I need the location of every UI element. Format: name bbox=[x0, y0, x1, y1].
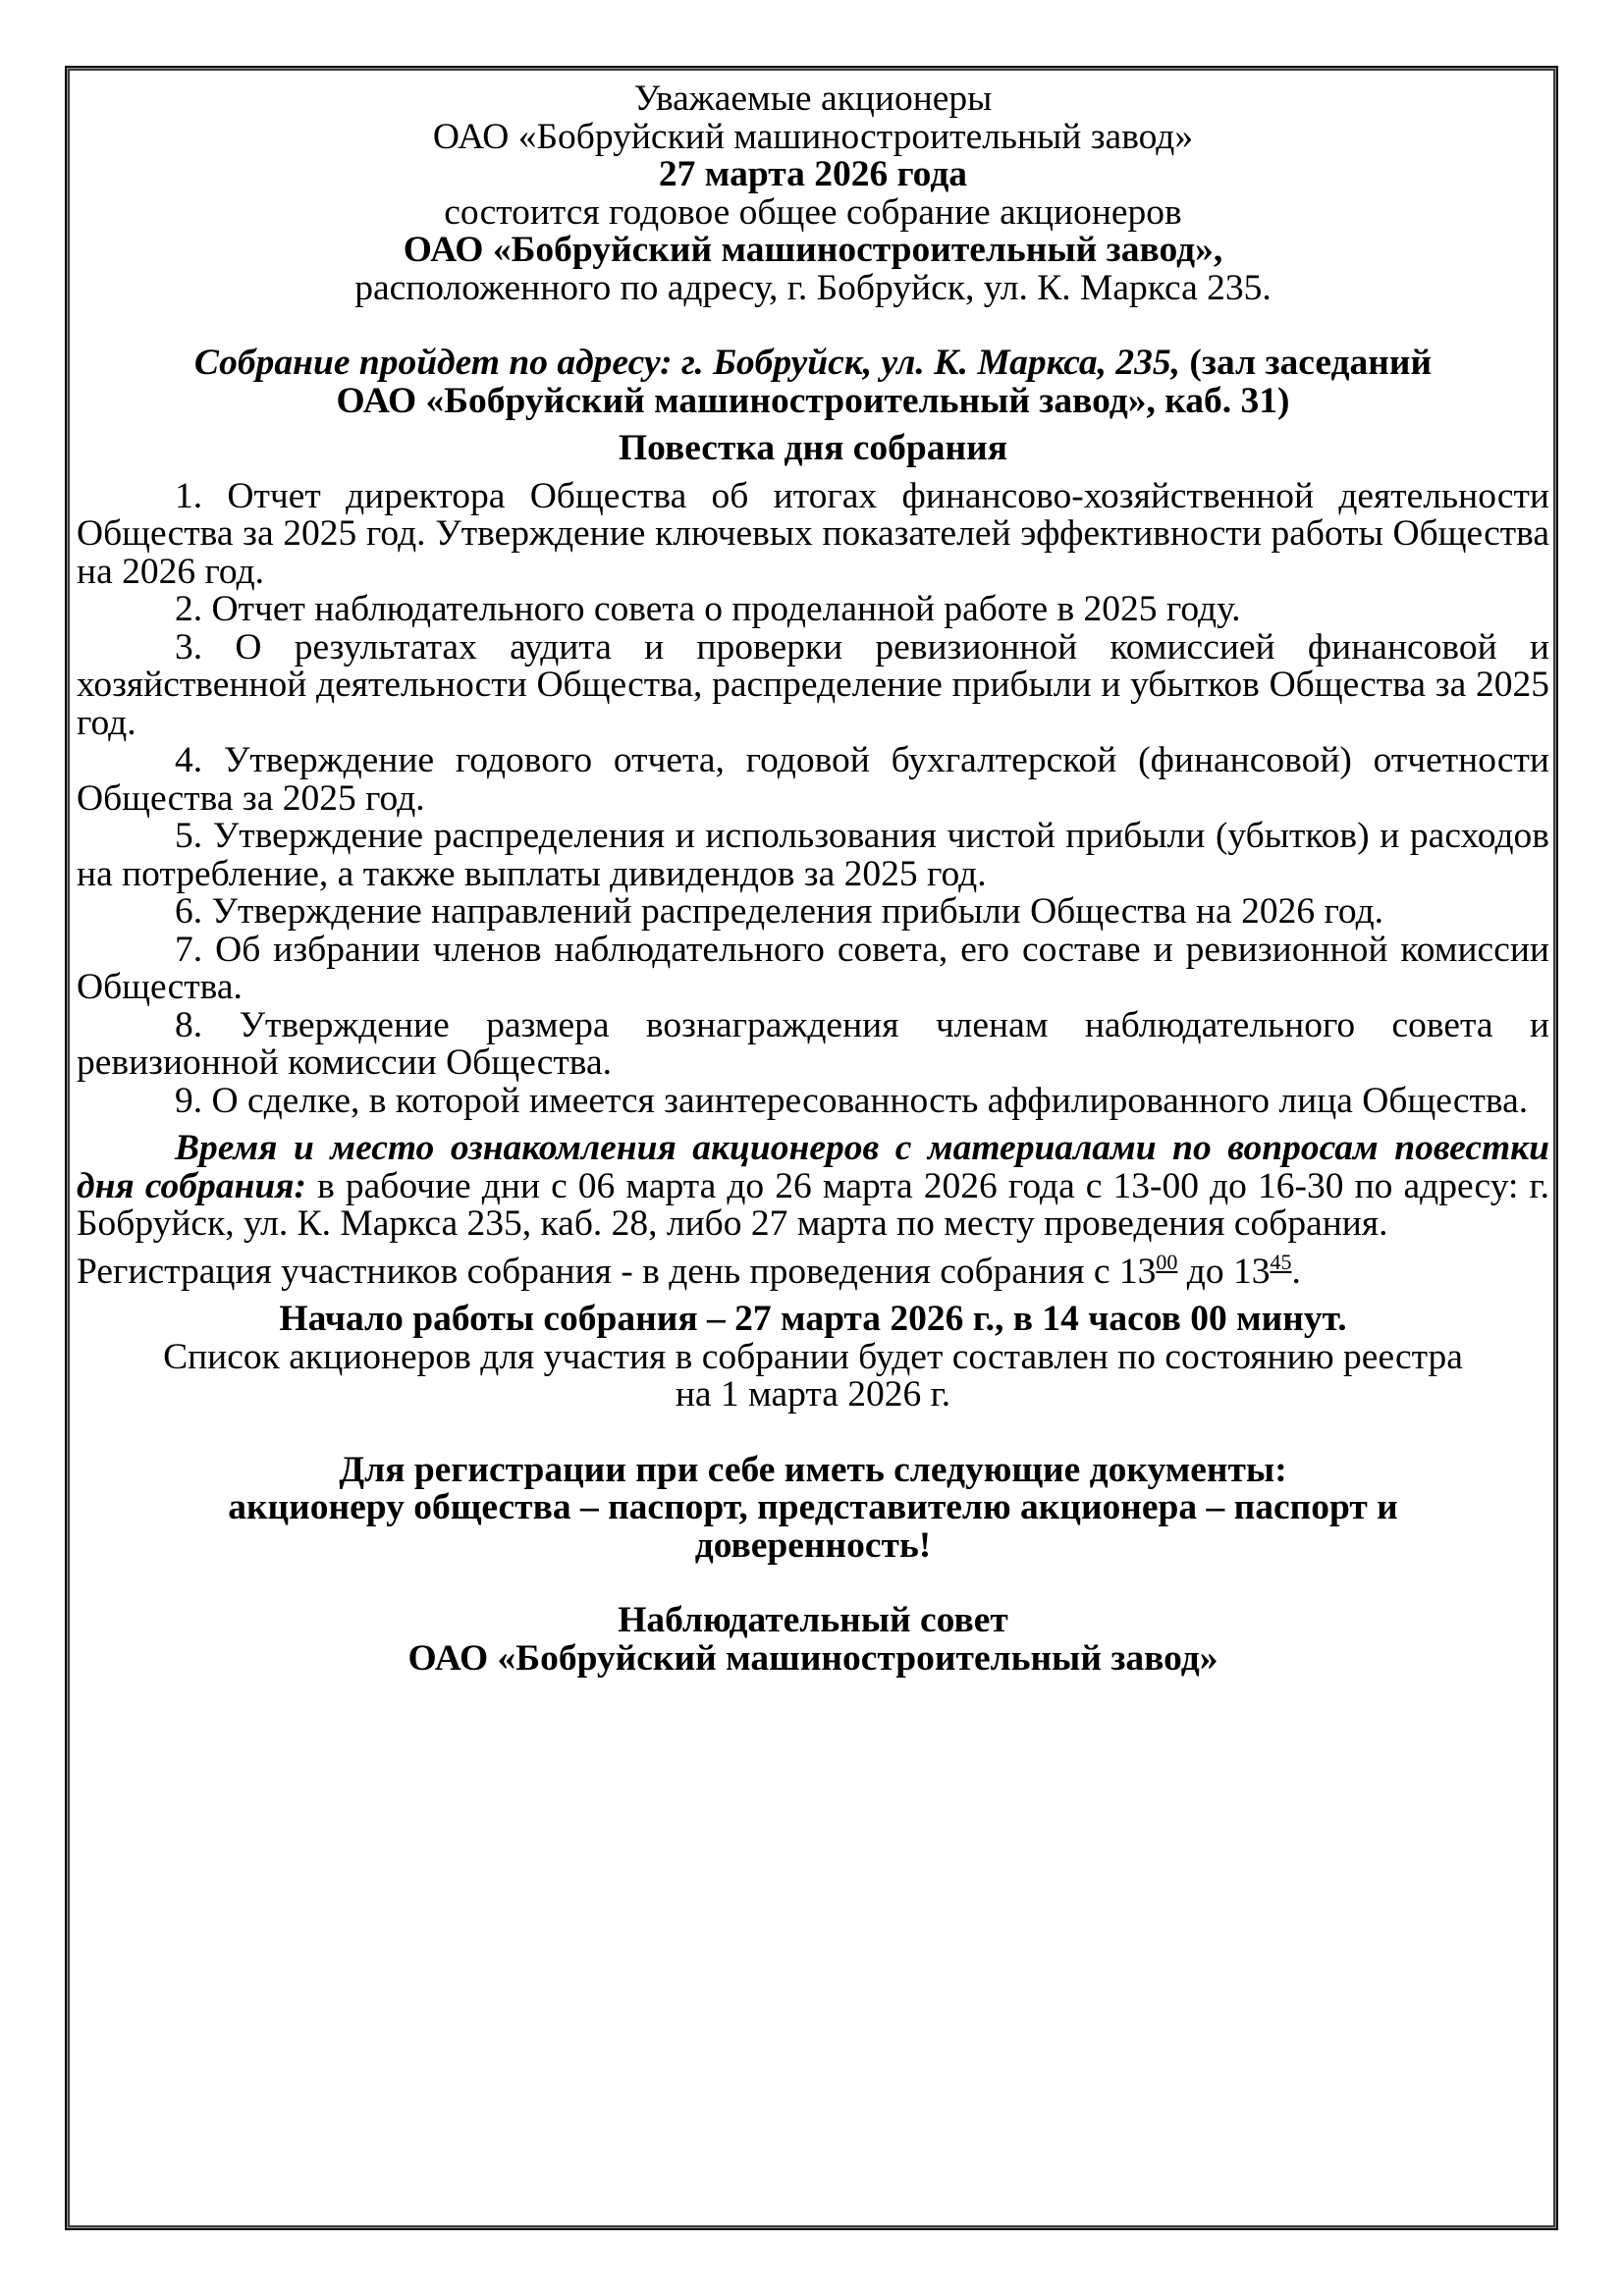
registration-middle: до 13 bbox=[1177, 1251, 1271, 1292]
meeting-start: Начало работы собрания – 27 марта 2026 г., в 14 часов 00 минут. bbox=[279, 1299, 1347, 1339]
agenda-item: 7. Об избрании членов наблюдательного совета, его составе и ревизионной комиссии Общества. bbox=[77, 929, 1549, 1007]
registration-text: Регистрация участников собрания - в день проведения собрания с 13 bbox=[77, 1251, 1157, 1292]
venue-room: ОАО «Бобруйский машиностроительный завод», каб. 31) bbox=[336, 380, 1290, 421]
company-name-bold: ОАО «Бобруйский машиностроительный завод», bbox=[403, 230, 1223, 270]
agenda-item: 9. О сделке, в которой имеется заинтересованность аффилированного лица Общества. bbox=[175, 1080, 1529, 1121]
materials-label: Время и место ознакомления акционеров с материалами по вопросам повестки дня собрания: bbox=[77, 1128, 1549, 1206]
agenda-item: 3. О результатах аудита и проверки ревизионной комиссией финансовой и хозяйственной деятельности Общества, распределение прибыли и убытков Общества за 2025 год. bbox=[77, 626, 1549, 743]
company-address: расположенного по адресу, г. Бобруйск, ул. К. Маркса 235. bbox=[354, 267, 1272, 308]
documents-line-3: доверенность! bbox=[694, 1524, 932, 1566]
company-name: ОАО «Бобруйский машиностроительный завод» bbox=[432, 116, 1194, 157]
agenda-item: 4. Утверждение годового отчета, годовой бухгалтерской (финансовой) отчетности Общества за 2025 год. bbox=[77, 740, 1549, 819]
agenda-item: 6. Утверждение направлений распределения прибыли Общества на 2026 год. bbox=[175, 891, 1384, 932]
documents-line-2: акционеру общества – паспорт, представителю акционера – паспорт и bbox=[228, 1487, 1398, 1527]
meeting-date: 27 марта 2026 года bbox=[658, 154, 968, 194]
registration-start-minutes: 00 bbox=[1156, 1249, 1178, 1274]
agenda-list bbox=[77, 475, 1549, 1121]
venue bbox=[77, 345, 1549, 383]
agenda-item: 5. Утверждение распределения и использования чистой прибыли (убытков) и расходов на потребление, а также выплаты дивидендов за 2025 год. bbox=[77, 816, 1549, 894]
register-date-line-2: на 1 марта 2026 г. bbox=[675, 1374, 951, 1415]
venue-italic: Собрание пройдет по адресу: г. Бобруйск, ул. К. Маркса, 235, bbox=[193, 343, 1181, 383]
event-description: состоится годовое общее собрание акционеров bbox=[444, 191, 1182, 233]
registration-end: . bbox=[1291, 1251, 1301, 1292]
registration-end-minutes: 45 bbox=[1270, 1249, 1292, 1274]
agenda-title: Повестка дня собрания bbox=[618, 428, 1008, 468]
signature-line-2: ОАО «Бобруйский машиностроительный завод» bbox=[407, 1637, 1218, 1679]
notice-content bbox=[77, 80, 1549, 1678]
signature-line-1: Наблюдательный совет bbox=[618, 1600, 1008, 1640]
agenda-item: 8. Утверждение размера вознаграждения членам наблюдательного совета и ревизионной комиссии Общества. bbox=[77, 1004, 1549, 1083]
venue-hall: (зал заседаний bbox=[1180, 343, 1433, 383]
materials-info bbox=[77, 1130, 1549, 1244]
agenda-item: 2. Отчет наблюдательного совета о проделанной работе в 2025 году. bbox=[175, 589, 1241, 629]
documents-line-1: Для регистрации при себе иметь следующие документы: bbox=[339, 1449, 1287, 1490]
register-date-line-1: Список акционеров для участия в собрании будет составлен по состоянию реестра bbox=[163, 1336, 1463, 1377]
registration-info bbox=[77, 1249, 1549, 1292]
greeting: Уважаемые акционеры bbox=[633, 79, 993, 119]
materials-text: в рабочие дни с 06 марта до 26 марта 2026 года с 13-00 до 16-30 по адресу: г. Бобруйск, ул. К. Маркса 235, каб. 28, либо 27 марта по месту проведения собрания. bbox=[77, 1165, 1549, 1244]
agenda-item: 1. Отчет директора Общества об итогах финансово-хозяйственной деятельности Общества за 2025 год. Утверждение ключевых показателей эффективности работы Общества на 2026 год. bbox=[77, 475, 1549, 592]
